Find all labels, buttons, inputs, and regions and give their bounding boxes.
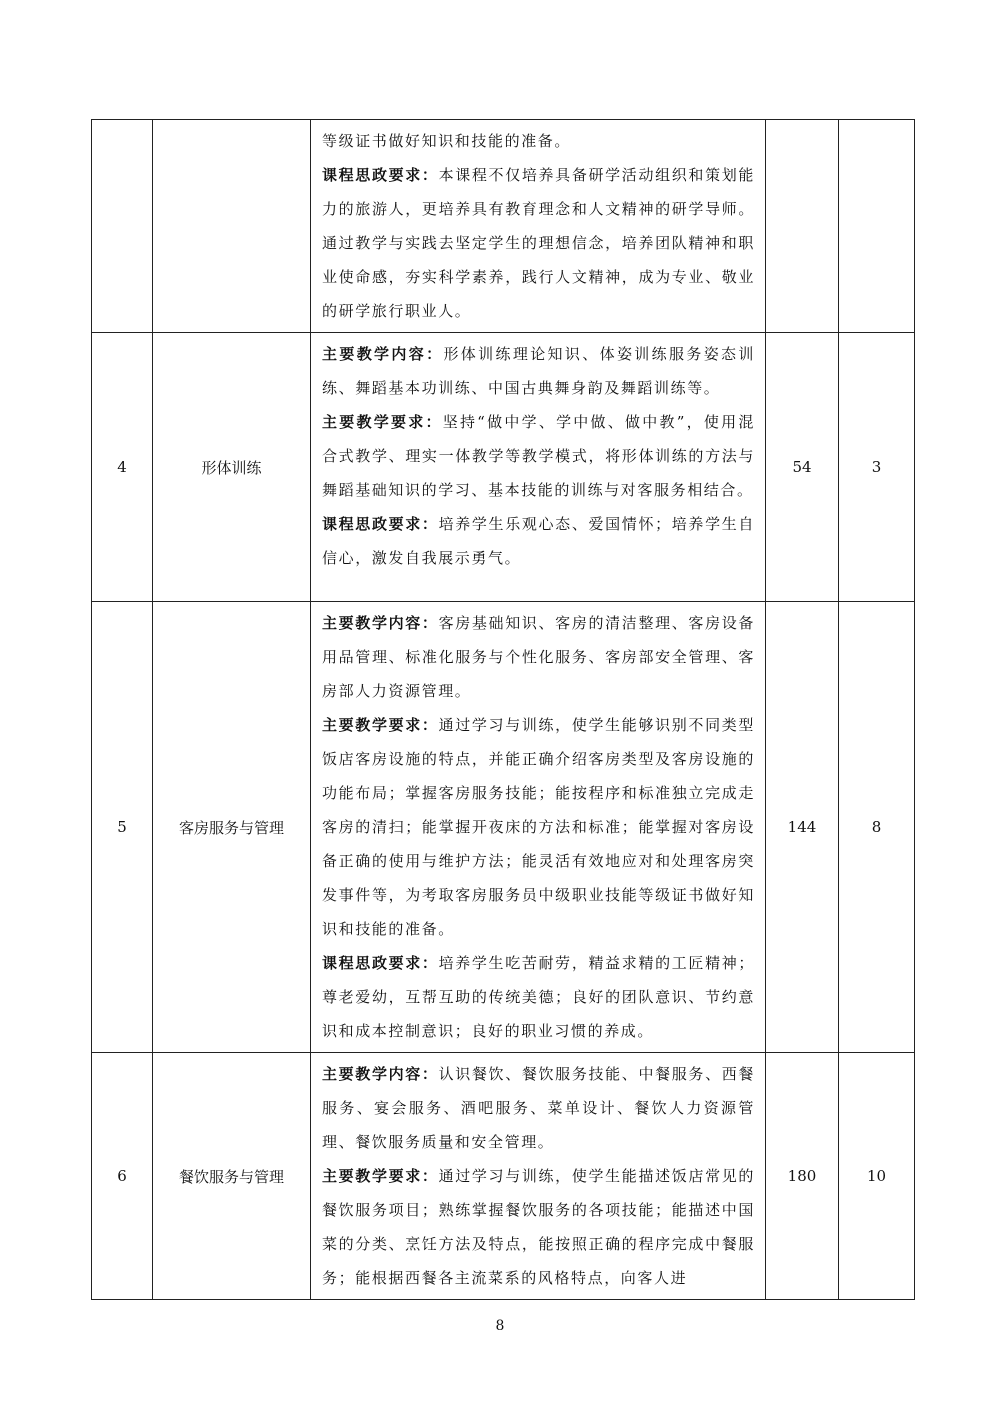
course-credits: 3 — [839, 333, 915, 602]
course-hours: 144 — [766, 602, 839, 1053]
row-number: 5 — [92, 602, 153, 1053]
paragraph-text: 通过学习与训练，使学生能够识别不同类型饭店客房设施的特点，并能正确介绍客房类型及客房设施的功能布局；掌握客房服务技能；能按程序和标准独立完成走客房的清扫；能掌握开夜床的方法和标准；能掌握对客房设备正确的使用与维护方法；能灵活有效地应对和处理客房突发事件等，为考取客房服务员中级职业技能等级证书做好知识和技能的准备。 — [322, 716, 755, 938]
description-paragraph — [322, 507, 755, 575]
description-paragraph — [322, 1057, 755, 1159]
course-hours: 54 — [766, 333, 839, 602]
paragraph-label: 主要教学要求： — [322, 413, 443, 431]
course-hours — [766, 120, 839, 333]
description-paragraph — [322, 124, 755, 158]
paragraph-text: 等级证书做好知识和技能的准备。 — [322, 132, 572, 150]
description-paragraph — [322, 1159, 755, 1295]
course-description — [311, 1053, 766, 1300]
paragraph-text: 本课程不仅培养具备研学活动组织和策划能力的旅游人，更培养具有教育理念和人文精神的研学导师。通过教学与实践去坚定学生的理想信念，培养团队精神和职业使命感，夯实科学素养，践行人文精神，成为专业、敬业的研学旅行职业人。 — [322, 166, 755, 320]
paragraph-text: 通过学习与训练，使学生能描述饭店常见的餐饮服务项目；熟练掌握餐饮服务的各项技能；能描述中国菜的分类、烹饪方法及特点，能按照正确的程序完成中餐服务；能根据西餐各主流菜系的风格特点，向客人进 — [322, 1167, 755, 1287]
course-hours: 180 — [766, 1053, 839, 1300]
course-description — [311, 120, 766, 333]
row-number: 4 — [92, 333, 153, 602]
paragraph-label: 课程思政要求： — [322, 166, 439, 184]
course-name: 形体训练 — [153, 333, 311, 602]
paragraph-text: 认识餐饮、餐饮服务技能、中餐服务、西餐服务、宴会服务、酒吧服务、菜单设计、餐饮人力资源管理、餐饮服务质量和安全管理。 — [322, 1065, 755, 1151]
page-number: 8 — [495, 1318, 505, 1334]
table-row — [92, 1053, 915, 1300]
row-number: 6 — [92, 1053, 153, 1300]
description-paragraph — [322, 946, 755, 1048]
row-number — [92, 120, 153, 333]
course-credits: 8 — [839, 602, 915, 1053]
table-row — [92, 120, 915, 333]
course-credits — [839, 120, 915, 333]
paragraph-label: 主要教学要求： — [322, 1167, 439, 1185]
description-paragraph — [322, 708, 755, 946]
description-paragraph — [322, 158, 755, 328]
paragraph-label: 主要教学内容： — [322, 345, 444, 363]
paragraph-label: 课程思政要求： — [322, 954, 439, 972]
course-credits: 10 — [839, 1053, 915, 1300]
paragraph-text: 培养学生乐观心态、爱国情怀；培养学生自信心，激发自我展示勇气。 — [322, 515, 755, 567]
paragraph-text: 形体训练理论知识、体姿训练服务姿态训练、舞蹈基本功训练、中国古典舞身韵及舞蹈训练等。 — [322, 345, 755, 397]
course-table — [91, 119, 915, 1300]
paragraph-text: 坚持“做中学、学中做、做中教”，使用混合式教学、理实一体教学等教学模式，将形体训练的方法与舞蹈基础知识的学习、基本技能的训练与对客服务相结合。 — [322, 413, 755, 499]
course-name — [153, 120, 311, 333]
description-paragraph — [322, 337, 755, 405]
course-name: 客房服务与管理 — [153, 602, 311, 1053]
table-row — [92, 602, 915, 1053]
paragraph-label: 主要教学要求： — [322, 716, 439, 734]
description-paragraph — [322, 606, 755, 708]
course-name: 餐饮服务与管理 — [153, 1053, 311, 1300]
table-row — [92, 333, 915, 602]
paragraph-label: 主要教学内容： — [322, 1065, 439, 1083]
course-description — [311, 333, 766, 602]
course-description — [311, 602, 766, 1053]
paragraph-text: 客房基础知识、客房的清洁整理、客房设备用品管理、标准化服务与个性化服务、客房部安全管理、客房部人力资源管理。 — [322, 614, 755, 700]
description-paragraph — [322, 405, 755, 507]
paragraph-label: 课程思政要求： — [322, 515, 439, 533]
paragraph-text: 培养学生吃苦耐劳，精益求精的工匠精神；尊老爱幼，互帮互助的传统美德；良好的团队意识、节约意识和成本控制意识；良好的职业习惯的养成。 — [322, 954, 755, 1040]
paragraph-label: 主要教学内容： — [322, 614, 439, 632]
